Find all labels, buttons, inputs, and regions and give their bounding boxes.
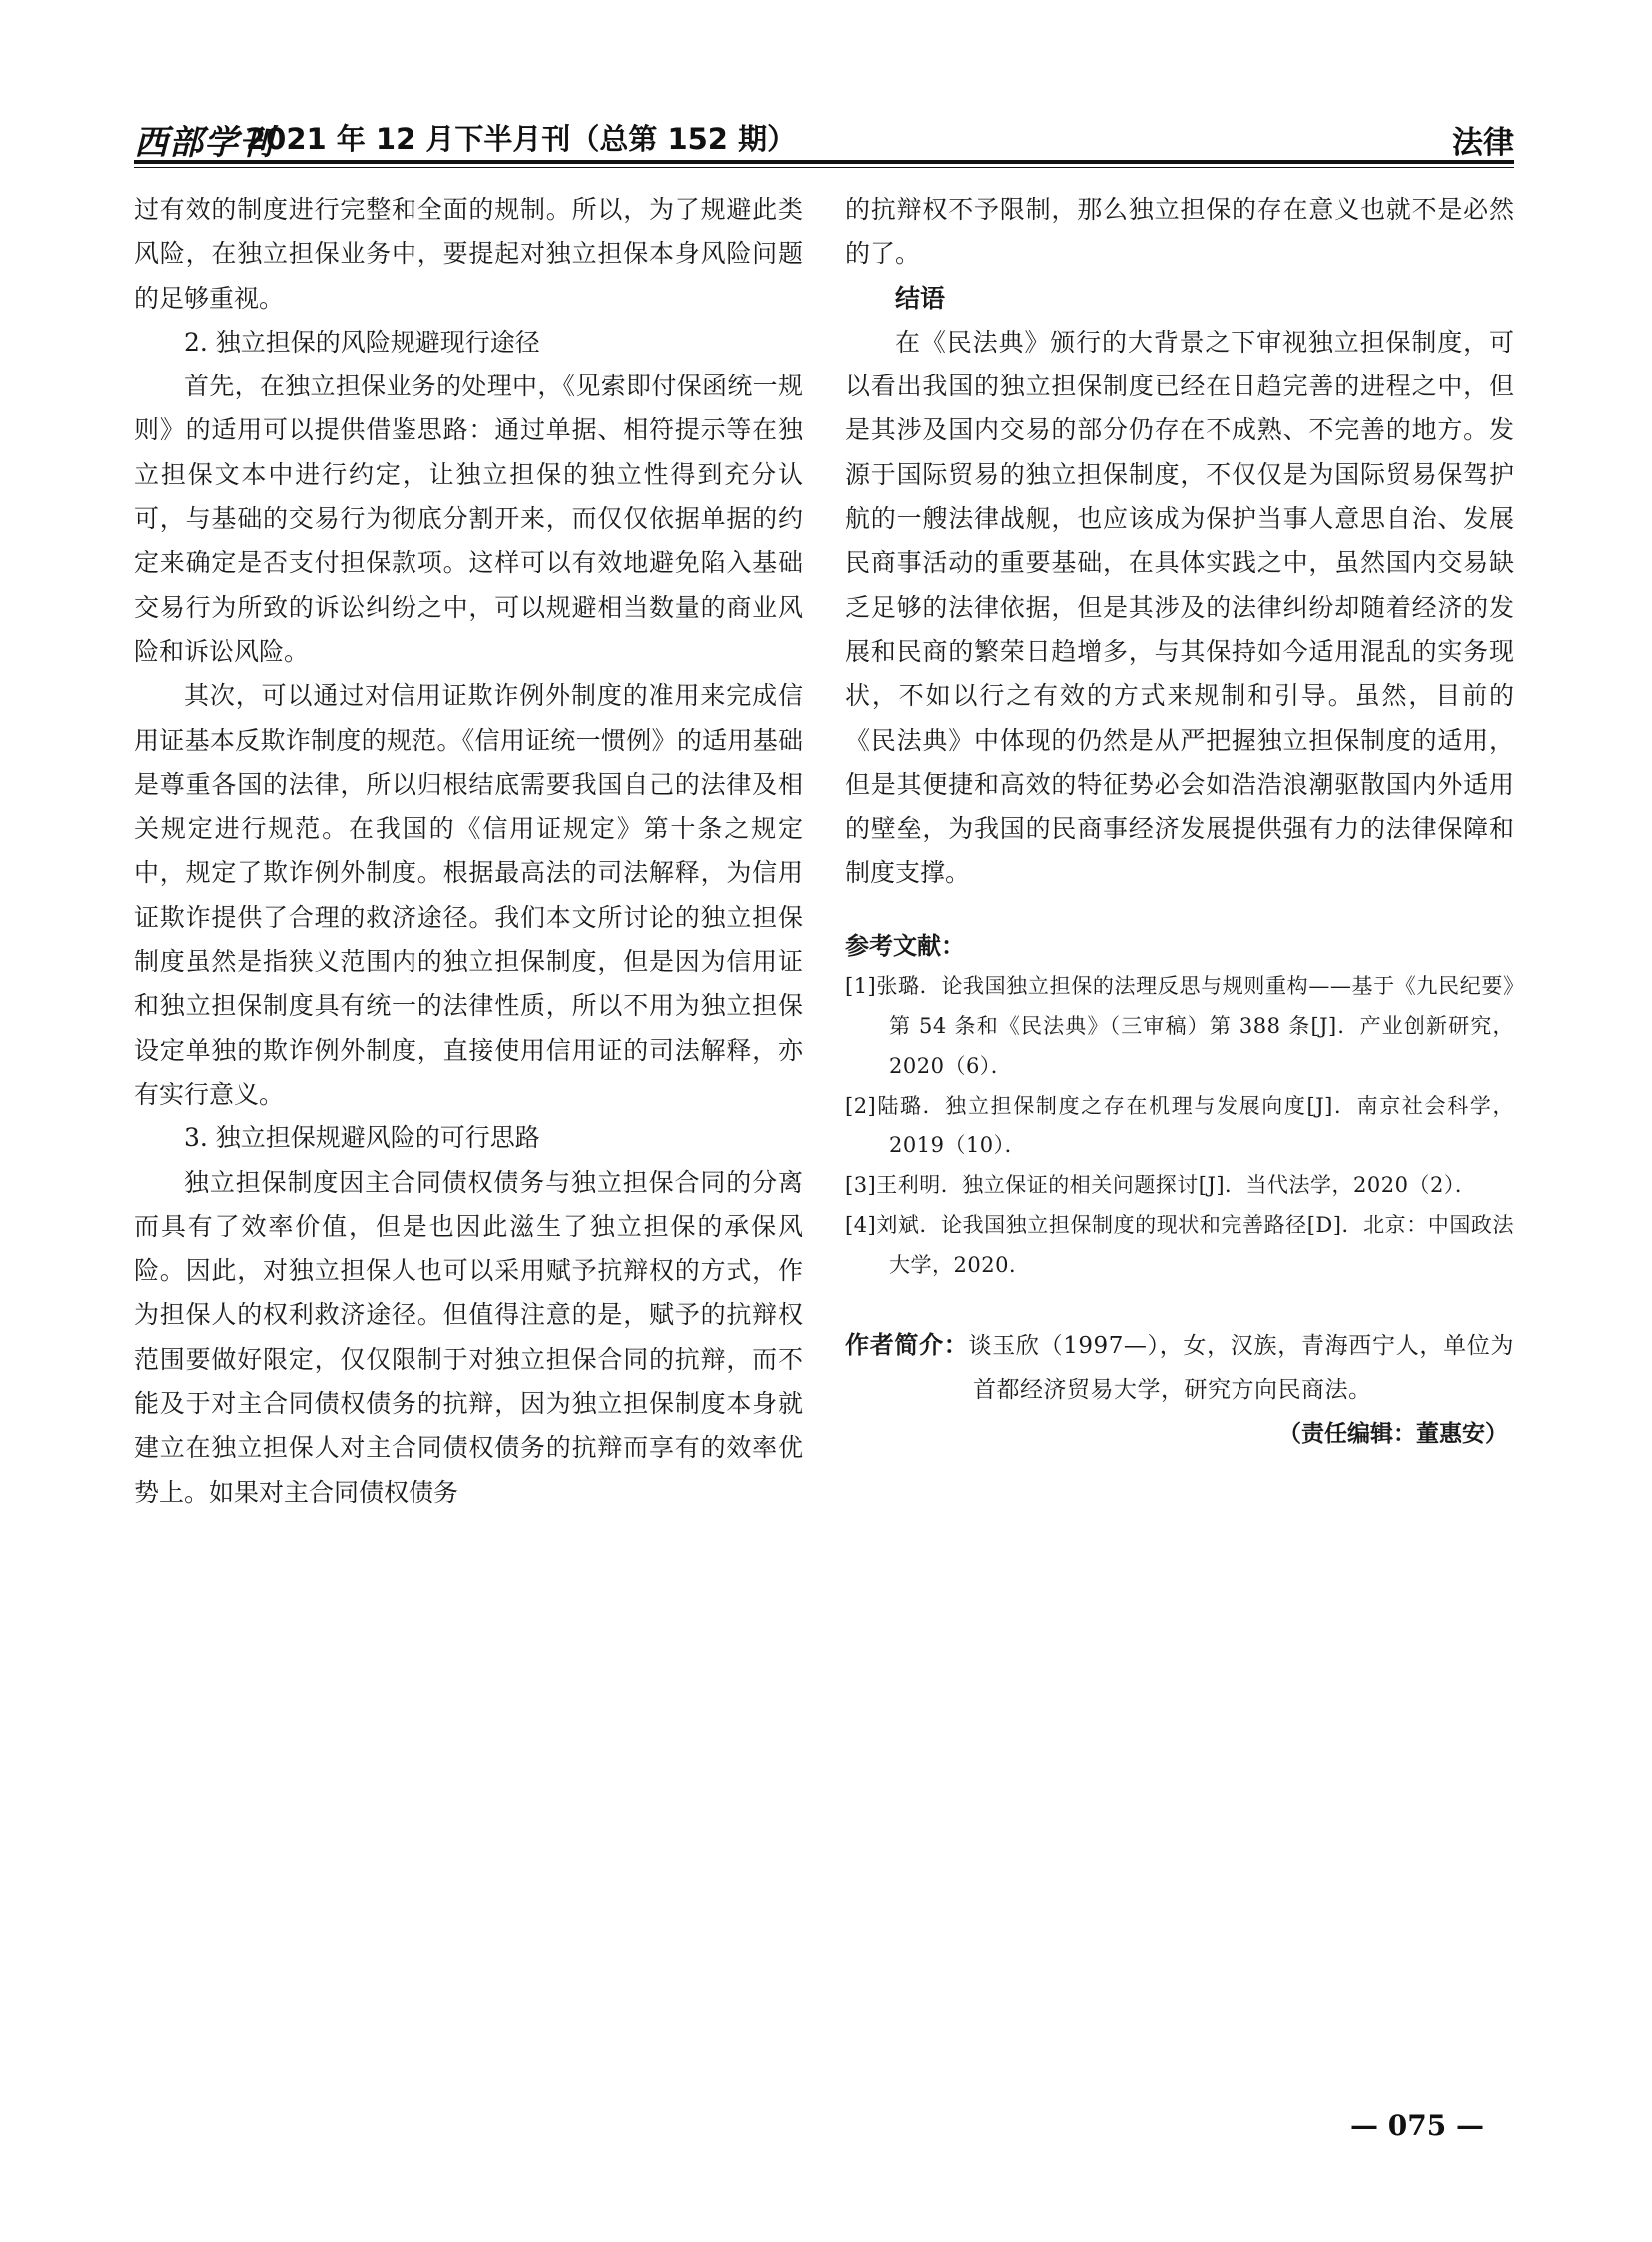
journal-masthead: 西部学刊	[134, 123, 274, 163]
reference-item: [4]刘斌．论我国独立担保制度的现状和完善路径[D]．北京：中国政法大学，2020．	[845, 1212, 1514, 1277]
issue-info: 2021 年 12 月下半月刊（总第 152 期）	[246, 122, 797, 156]
reference-item: [2]陆璐．独立担保制度之存在机理与发展向度[J]．南京社会科学，2019（10）．	[845, 1093, 1514, 1157]
responsible-editor: （责任编辑：董惠安）	[1278, 1420, 1508, 1447]
paragraph: 首先，在独立担保业务的处理中，《见索即付保函统一规则》的适用可以提供借鉴思路：通过单据、相符提示等在独立担保文本中进行约定，让独立担保的独立性得到充分认可，与基础的交易行为彻底分割开来，而仅仅依据单据的约定来确定是否支付担保款项。这样可以有效地避免陷入基础交易行为所致的诉讼纠纷之中，可以规避相当数量的商业风险和诉讼风险。	[134, 372, 803, 666]
page-number: — 075 —	[1350, 2109, 1484, 2142]
author-bio-label: 作者简介：	[845, 1330, 969, 1359]
conclusion-paragraph: 在《民法典》颁行的大背景之下审视独立担保制度，可以看出我国的独立担保制度已经在日趋完善的进程之中，但是其涉及国内交易的部分仍存在不成熟、不完善的地方。发源于国际贸易的独立担保制度，不仅仅是为国际贸易保驾护航的一艘法律战舰，也应该成为保护当事人意思自治、发展民商事活动的重要基础，在具体实践之中，虽然国内交易缺乏足够的法律依据，但是其涉及的法律纠纷却随着经济的发展和民商的繁荣日趋增多，与其保持如今适用混乱的实务现状，不如以行之有效的方式来规制和引导。虽然，目前的《民法典》中体现的仍然是从严把握独立担保制度的适用，但是其便捷和高效的特征势必会如浩浩浪潮驱散国内外适用的壁垒，为我国的民商事经济发展提供强有力的法律保障和制度支撑。	[845, 327, 1514, 888]
left-column	[134, 188, 803, 1515]
section-label: 法律	[1452, 125, 1514, 161]
header-rule-thin	[134, 167, 1514, 168]
subsection-heading: 2. 独立担保的风险规避现行途径	[184, 327, 540, 357]
paragraph: 的抗辩权不予限制，那么独立担保的存在意义也就不是必然的了。	[845, 195, 1514, 269]
paragraph: 过有效的制度进行完整和全面的规制。所以，为了规避此类风险，在独立担保业务中，要提起对独立担保本身风险问题的足够重视。	[134, 195, 803, 313]
author-bio	[845, 1323, 1514, 1412]
references-title: 参考文献：	[845, 931, 965, 960]
header-rule	[134, 160, 1514, 164]
author-bio-text: 谈玉欣（1997—），女，汉族，青海西宁人，单位为首都经济贸易大学，研究方向民商法。	[968, 1332, 1514, 1403]
paragraph: 独立担保制度因主合同债权债务与独立担保合同的分离而具有了效率价值，但是也因此滋生了独立担保的承保风险。因此，对独立担保人也可以采用赋予抗辩权的方式，作为担保人的权利救济途径。但值得注意的是，赋予的抗辩权范围要做好限定，仅仅限制于对独立担保合同的抗辩，而不能及于对主合同债权债务的抗辩，因为独立担保制度本身就建立在独立担保人对主合同债权债务的抗辩而享有的效率优势上。如果对主合同债权债务	[134, 1167, 803, 1507]
reference-item: [1]张璐．论我国独立担保的法理反思与规则重构——基于《九民纪要》第 54 条和《民法典》（三审稿）第 388 条[J]．产业创新研究，2020（6）．	[845, 973, 1514, 1078]
reference-item: [3]王利明．独立保证的相关问题探讨[J]．当代法学，2020（2）．	[845, 1172, 1477, 1197]
paragraph: 其次，可以通过对信用证欺诈例外制度的准用来完成信用证基本反欺诈制度的规范。《信用证统一惯例》的适用基础是尊重各国的法律，所以归根结底需要我国自己的法律及相关规定进行规范。在我国的《信用证规定》第十条之规定中，规定了欺诈例外制度。根据最高法的司法解释，为信用证欺诈提供了合理的救济途径。我们本文所讨论的独立担保制度虽然是指狭义范围内的独立担保制度，但是因为信用证和独立担保制度具有统一的法律性质，所以不用为独立担保设定单独的欺诈例外制度，直接使用信用证的司法解释，亦有实行意义。	[134, 681, 803, 1109]
page-header	[134, 113, 1514, 163]
right-column	[845, 188, 1514, 1456]
subsection-heading: 3. 独立担保规避风险的可行思路	[184, 1123, 540, 1153]
conclusion-heading: 结语	[895, 283, 946, 313]
